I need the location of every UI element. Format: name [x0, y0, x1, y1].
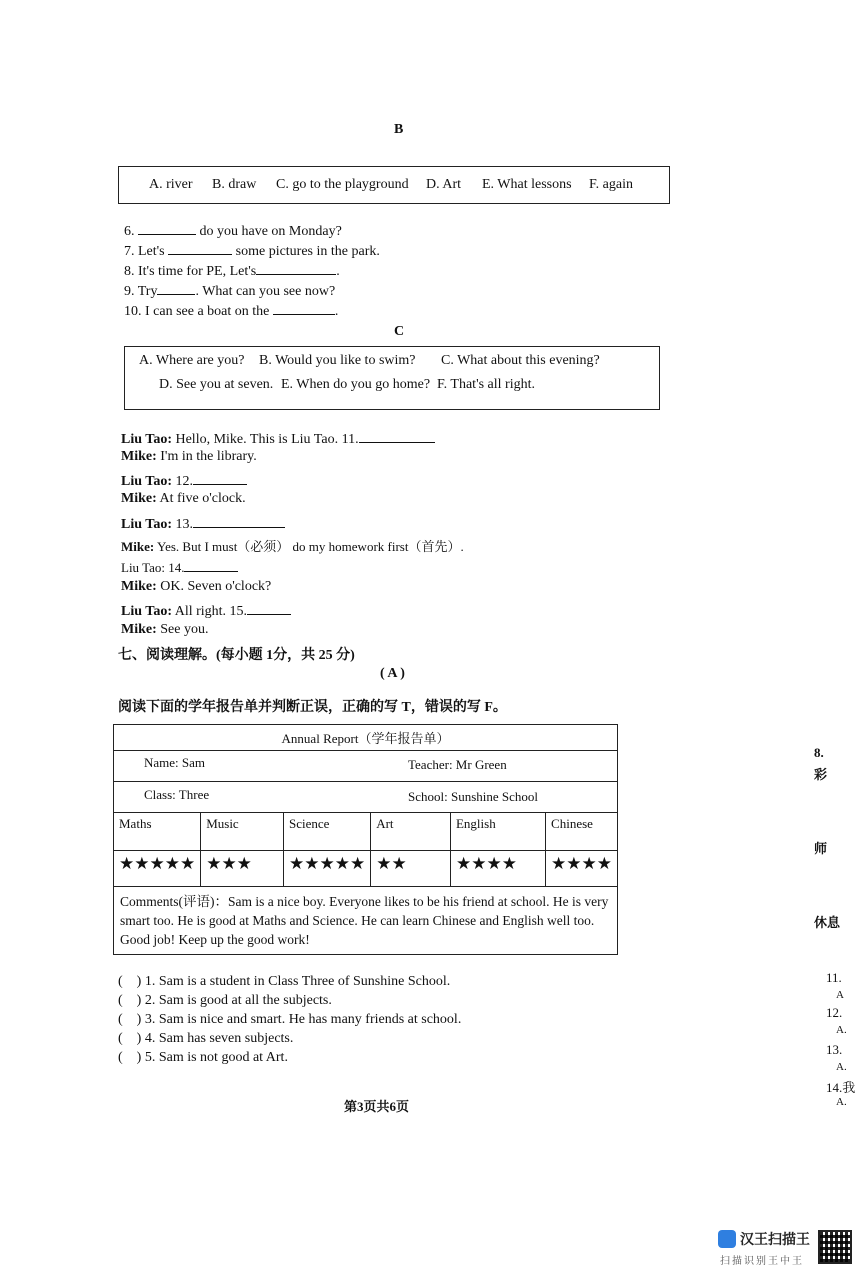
dialogue-line-8: Mike: OK. Seven o'clock? [121, 579, 272, 594]
question-6: 6. do you have on Monday? [124, 220, 342, 240]
margin-fragment: A. [836, 1061, 847, 1073]
section-b-heading: B [394, 122, 404, 137]
option-b-b: B. draw [212, 177, 257, 192]
dialogue-line-9: Liu Tao: All right. 15. [121, 600, 291, 620]
margin-fragment: 13. [826, 1042, 843, 1057]
dialogue-line-3: Liu Tao: 12. [121, 470, 247, 490]
dialogue-line-10: Mike: See you. [121, 622, 209, 637]
section-c-options-box [124, 346, 660, 410]
statement-3: ( ) 3. Sam is nice and smart. He has many friends at school. [118, 1012, 462, 1027]
question-7: 7. Let's some pictures in the park. [124, 240, 380, 260]
subject-music: Music [201, 813, 284, 851]
option-b-a: A. river [149, 177, 193, 192]
dialogue-line-4: Mike: At five o'clock. [121, 491, 246, 506]
option-b-e: E. What lessons [482, 177, 572, 192]
question-10: 10. I can see a boat on the . [124, 300, 338, 320]
subject-chinese: Chinese [546, 813, 618, 851]
report-class: Class: Three [144, 787, 210, 802]
scanner-logo-icon [718, 1230, 736, 1248]
dialogue-line-6: Mike: Yes. But I must（必须） do my homework first（首先）. [121, 539, 464, 554]
option-c-a: A. Where are you? [139, 353, 245, 368]
option-b-c: C. go to the playground [276, 177, 409, 192]
dialogue-line-2: Mike: I'm in the library. [121, 449, 257, 464]
dialogue-line-7: Liu Tao: 14. [121, 557, 238, 576]
section-c-heading: C [394, 324, 405, 339]
statement-4: ( ) 4. Sam has seven subjects. [118, 1031, 294, 1046]
option-b-f: F. again [589, 177, 633, 192]
question-8: 8. It's time for PE, Let's . [124, 260, 340, 280]
watermark-brand: 汉王扫描王 [740, 1232, 810, 1248]
report-name-row [114, 751, 618, 782]
annual-report-table [113, 724, 618, 955]
subject-science: Science [284, 813, 371, 851]
margin-fragment: 休息 [814, 915, 841, 930]
option-c-f: F. That's all right. [437, 377, 535, 392]
rating-maths: ★★★★★ [114, 851, 201, 887]
statement-2: ( ) 2. Sam is good at all the subjects. [118, 993, 332, 1008]
margin-fragment: A. [836, 1096, 847, 1108]
margin-fragment: 12. [826, 1005, 843, 1020]
rating-art: ★★ [371, 851, 451, 887]
watermark-slogan: 扫描识别王中王 [720, 1256, 804, 1267]
report-comments: Comments(评语)：Sam is a nice boy. Everyone likes to be his friend at school. He is very smart too. He is good at Maths and Science. He can learn Chinese and English well too. Good job! Keep up the good work! [114, 887, 618, 955]
rating-english: ★★★★ [450, 851, 545, 887]
margin-fragment: 11. [826, 970, 842, 985]
report-title: Annual Report（学年报告单） [114, 725, 618, 751]
margin-fragment: 师 [814, 841, 828, 856]
rating-chinese: ★★★★ [546, 851, 618, 887]
report-name: Name: Sam [144, 755, 206, 770]
margin-fragment: 彩 [814, 767, 828, 782]
margin-fragment: 14.我 [826, 1080, 856, 1095]
option-b-d: D. Art [426, 177, 461, 192]
qr-code-icon [818, 1230, 852, 1264]
section-b-options-box [118, 166, 670, 204]
option-c-d: D. See you at seven. [159, 377, 274, 392]
margin-fragment: A. [836, 1024, 847, 1036]
margin-fragment: 8. [814, 745, 824, 760]
statement-5: ( ) 5. Sam is not good at Art. [118, 1050, 288, 1065]
part-a-heading: ( A ) [380, 666, 405, 681]
report-teacher: Teacher: Mr Green [408, 757, 507, 772]
dialogue-line-1: Liu Tao: Hello, Mike. This is Liu Tao. 11. [121, 428, 435, 448]
section-7-title: 七、阅读理解。(每小题 1分，共 25 分) [118, 648, 355, 663]
subject-art: Art [371, 813, 451, 851]
report-class-row [114, 782, 618, 813]
subject-english: English [450, 813, 545, 851]
subject-maths: Maths [114, 813, 201, 851]
rating-science: ★★★★★ [284, 851, 371, 887]
statement-1: ( ) 1. Sam is a student in Class Three of Sunshine School. [118, 974, 451, 989]
option-c-e: E. When do you go home? [281, 377, 431, 392]
part-a-instruction: 阅读下面的学年报告单并判断正误，正确的写 T，错误的写 F。 [118, 700, 507, 715]
page-number: 第3页共6页 [344, 1099, 410, 1114]
option-c-b: B. Would you like to swim? [259, 353, 416, 368]
option-c-c: C. What about this evening? [441, 353, 600, 368]
question-9: 9. Try . What can you see now? [124, 280, 335, 300]
dialogue-line-5: Liu Tao: 13. [121, 513, 285, 533]
rating-music: ★★★ [201, 851, 284, 887]
report-subjects-row [114, 813, 618, 851]
margin-fragment: A [836, 989, 844, 1001]
report-ratings-row [114, 851, 618, 887]
report-school: School: Sunshine School [408, 789, 539, 804]
